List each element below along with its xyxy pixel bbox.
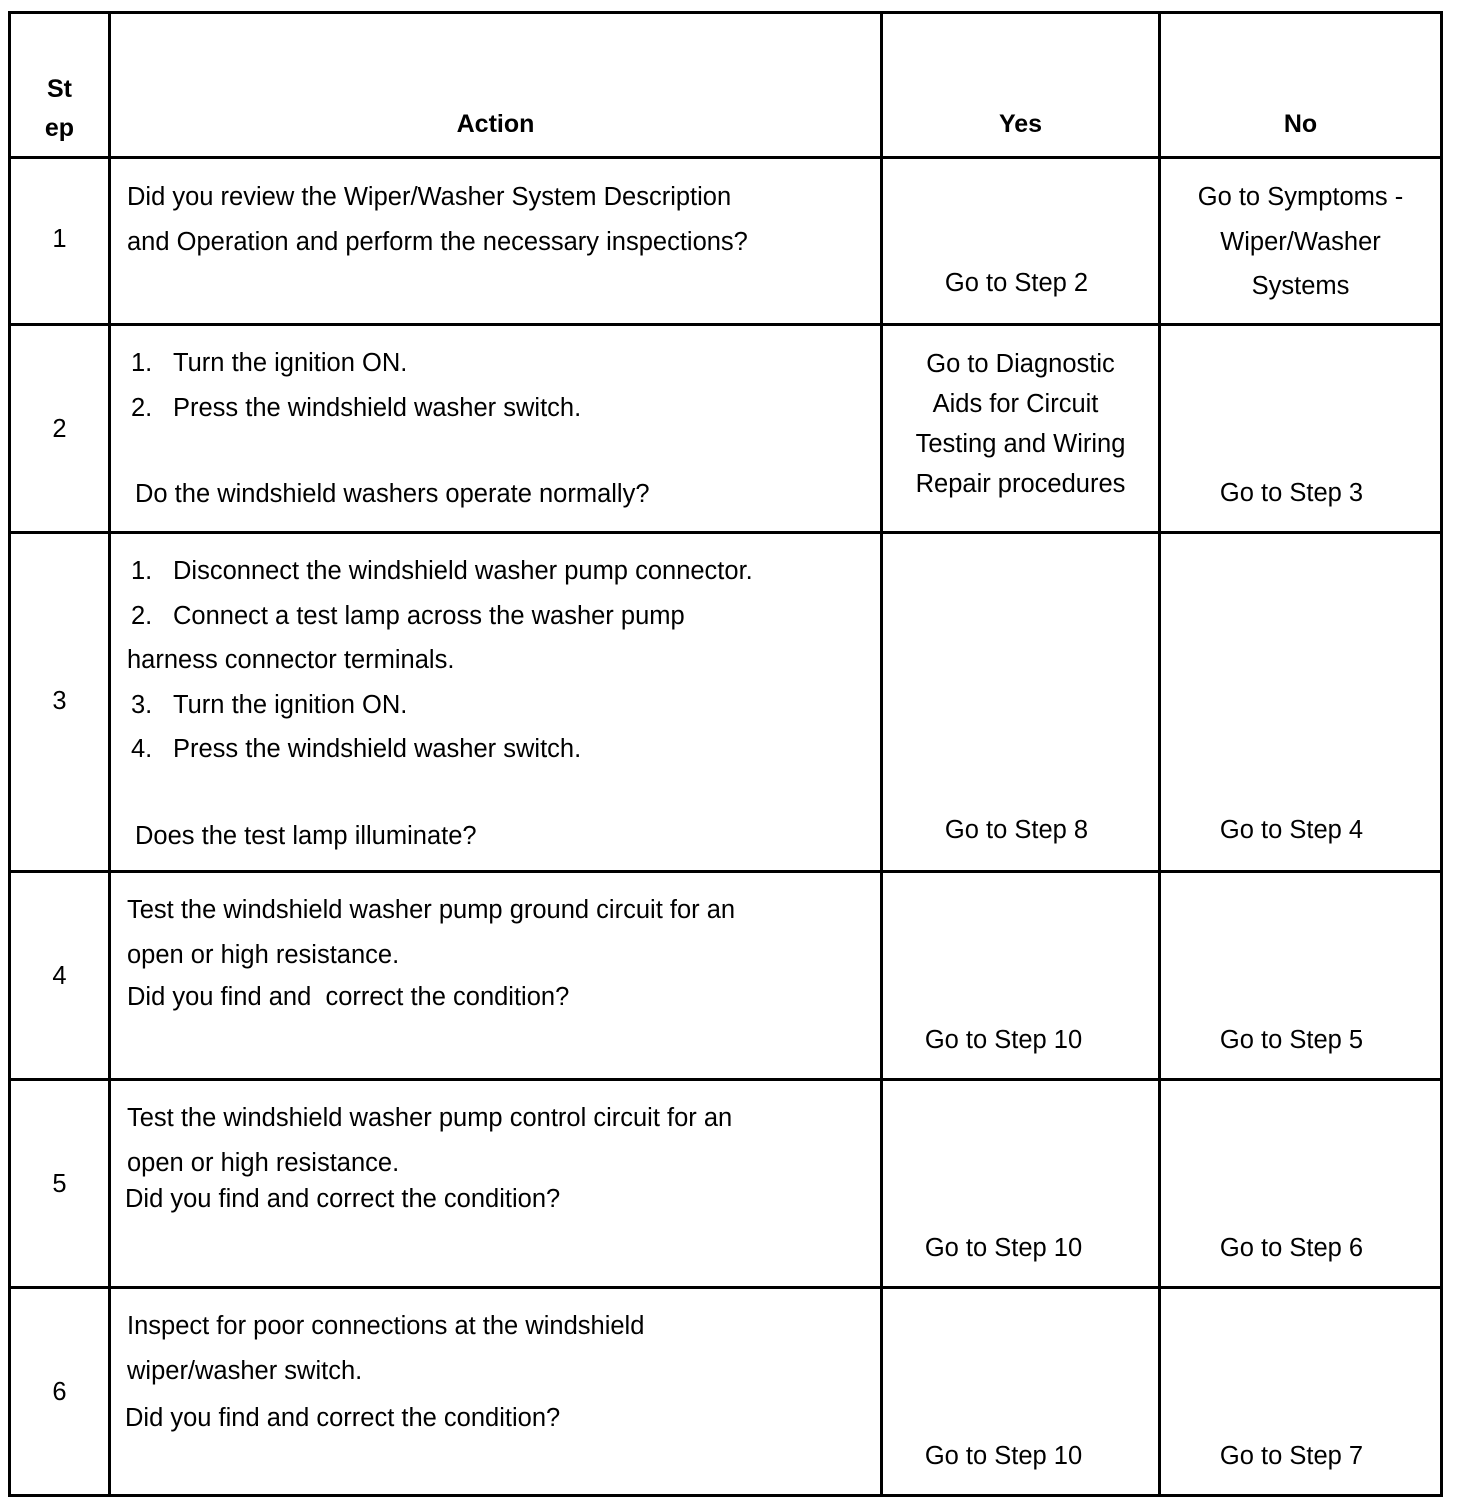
yes-cell (882, 533, 1160, 872)
no-cell (1160, 533, 1442, 872)
item-number: 2. (131, 393, 153, 422)
item-text: Connect a test lamp across the washer pump (173, 601, 685, 630)
action-line: wiper/washer switch. (127, 1356, 363, 1385)
step-cell (10, 1288, 110, 1496)
item-text: Press the windshield washer switch. (173, 393, 582, 422)
no-cell (1160, 1288, 1442, 1496)
item-number: 4. (131, 735, 153, 763)
item-text: Turn the ignition ON. (173, 690, 408, 719)
yes-cell (882, 1080, 1160, 1288)
action-line: open or high resistance. (127, 940, 400, 969)
action-list-item (127, 683, 872, 728)
step-cell (10, 325, 110, 533)
item-text: Disconnect the windshield washer pump connector. (173, 557, 753, 585)
step-number: 2 (52, 415, 67, 443)
step-number: 1 (52, 225, 67, 253)
no-result: Go to Step 5 (1219, 1026, 1364, 1054)
yes-cell (882, 1288, 1160, 1496)
no-result: Go to Step 3 (1219, 479, 1364, 507)
diagnostic-table (8, 11, 1443, 1497)
yes-cell (882, 325, 1160, 533)
step-cell (10, 158, 110, 325)
no-cell (1160, 325, 1442, 533)
step-cell (10, 872, 110, 1080)
no-result: Go to Step 4 (1219, 816, 1364, 844)
action-cell (110, 158, 882, 325)
table-row (10, 533, 1442, 872)
yes-cell (882, 158, 1160, 325)
no-result-line: Systems (1251, 272, 1350, 300)
yes-result: Go to Step 10 (924, 1026, 1083, 1054)
yes-result: Go to Step 10 (924, 1442, 1083, 1470)
action-question: Does the test lamp illuminate? (135, 821, 477, 850)
yes-result-line: Aids for Circuit (932, 390, 1099, 418)
item-number: 3. (131, 690, 153, 719)
action-line: and Operation and perform the necessary inspections? (127, 227, 748, 256)
yes-result: Go to Step 10 (924, 1234, 1083, 1262)
header-yes (882, 13, 1160, 158)
action-question: Did you find and correct the condition? (127, 983, 570, 1011)
header-step (10, 13, 110, 158)
header-yes-label: Yes (998, 110, 1043, 138)
action-list-item (127, 549, 872, 594)
step-number: 3 (52, 687, 67, 715)
yes-result: Go to Step 8 (944, 816, 1089, 844)
no-result: Go to Step 7 (1219, 1442, 1364, 1470)
action-line: open or high resistance. (127, 1148, 400, 1177)
item-number: 1. (131, 349, 153, 377)
table-row (10, 325, 1442, 533)
action-list-item (127, 341, 872, 386)
no-result: Go to Step 6 (1219, 1234, 1364, 1262)
action-line: Inspect for poor connections at the windshield (127, 1312, 645, 1340)
header-action (110, 13, 882, 158)
action-list-item (127, 727, 872, 772)
no-result-line: Wiper/Washer (1220, 227, 1381, 256)
action-cell (110, 325, 882, 533)
header-no-label: No (1283, 110, 1318, 138)
step-number: 6 (52, 1378, 67, 1406)
step-cell (10, 533, 110, 872)
table-row (10, 1288, 1442, 1496)
step-number: 5 (52, 1170, 67, 1198)
step-cell (10, 1080, 110, 1288)
action-list-item (127, 386, 872, 431)
yes-cell (882, 872, 1160, 1080)
action-list-item (127, 594, 872, 639)
item-number: 1. (131, 557, 153, 585)
table-row (10, 872, 1442, 1080)
action-cell (110, 533, 882, 872)
yes-result-line: Testing and Wiring (915, 430, 1126, 458)
yes-result-line: Repair procedures (915, 470, 1126, 498)
no-cell (1160, 1080, 1442, 1288)
action-question: Do the windshield washers operate normally? (135, 480, 650, 508)
no-cell (1160, 872, 1442, 1080)
header-step-line1: St (47, 75, 72, 103)
yes-result-line: Go to Diagnostic (926, 350, 1115, 378)
yes-result: Go to Step 2 (944, 269, 1089, 297)
action-cell (110, 1080, 882, 1288)
item-number: 2. (131, 601, 153, 630)
step-number: 4 (52, 962, 67, 990)
action-question: Did you find and correct the condition? (125, 1403, 561, 1432)
table-row (10, 158, 1442, 325)
header-row (10, 13, 1442, 158)
header-no (1160, 13, 1442, 158)
action-line: Test the windshield washer pump control circuit for an (127, 1104, 733, 1132)
action-line: Did you review the Wiper/Washer System Description (127, 183, 732, 211)
header-step-line2: ep (44, 114, 75, 142)
item-text: Press the windshield washer switch. (173, 735, 582, 763)
header-action-label: Action (456, 110, 535, 138)
action-line: Test the windshield washer pump ground circuit for an (127, 896, 736, 924)
table-row (10, 1080, 1442, 1288)
action-list-item-continuation: harness connector terminals. (127, 646, 455, 674)
action-cell (110, 1288, 882, 1496)
action-cell (110, 872, 882, 1080)
item-text: Turn the ignition ON. (173, 349, 408, 377)
no-cell (1160, 158, 1442, 325)
action-question: Did you find and correct the condition? (125, 1184, 561, 1213)
no-result-line: Go to Symptoms - (1197, 183, 1404, 211)
